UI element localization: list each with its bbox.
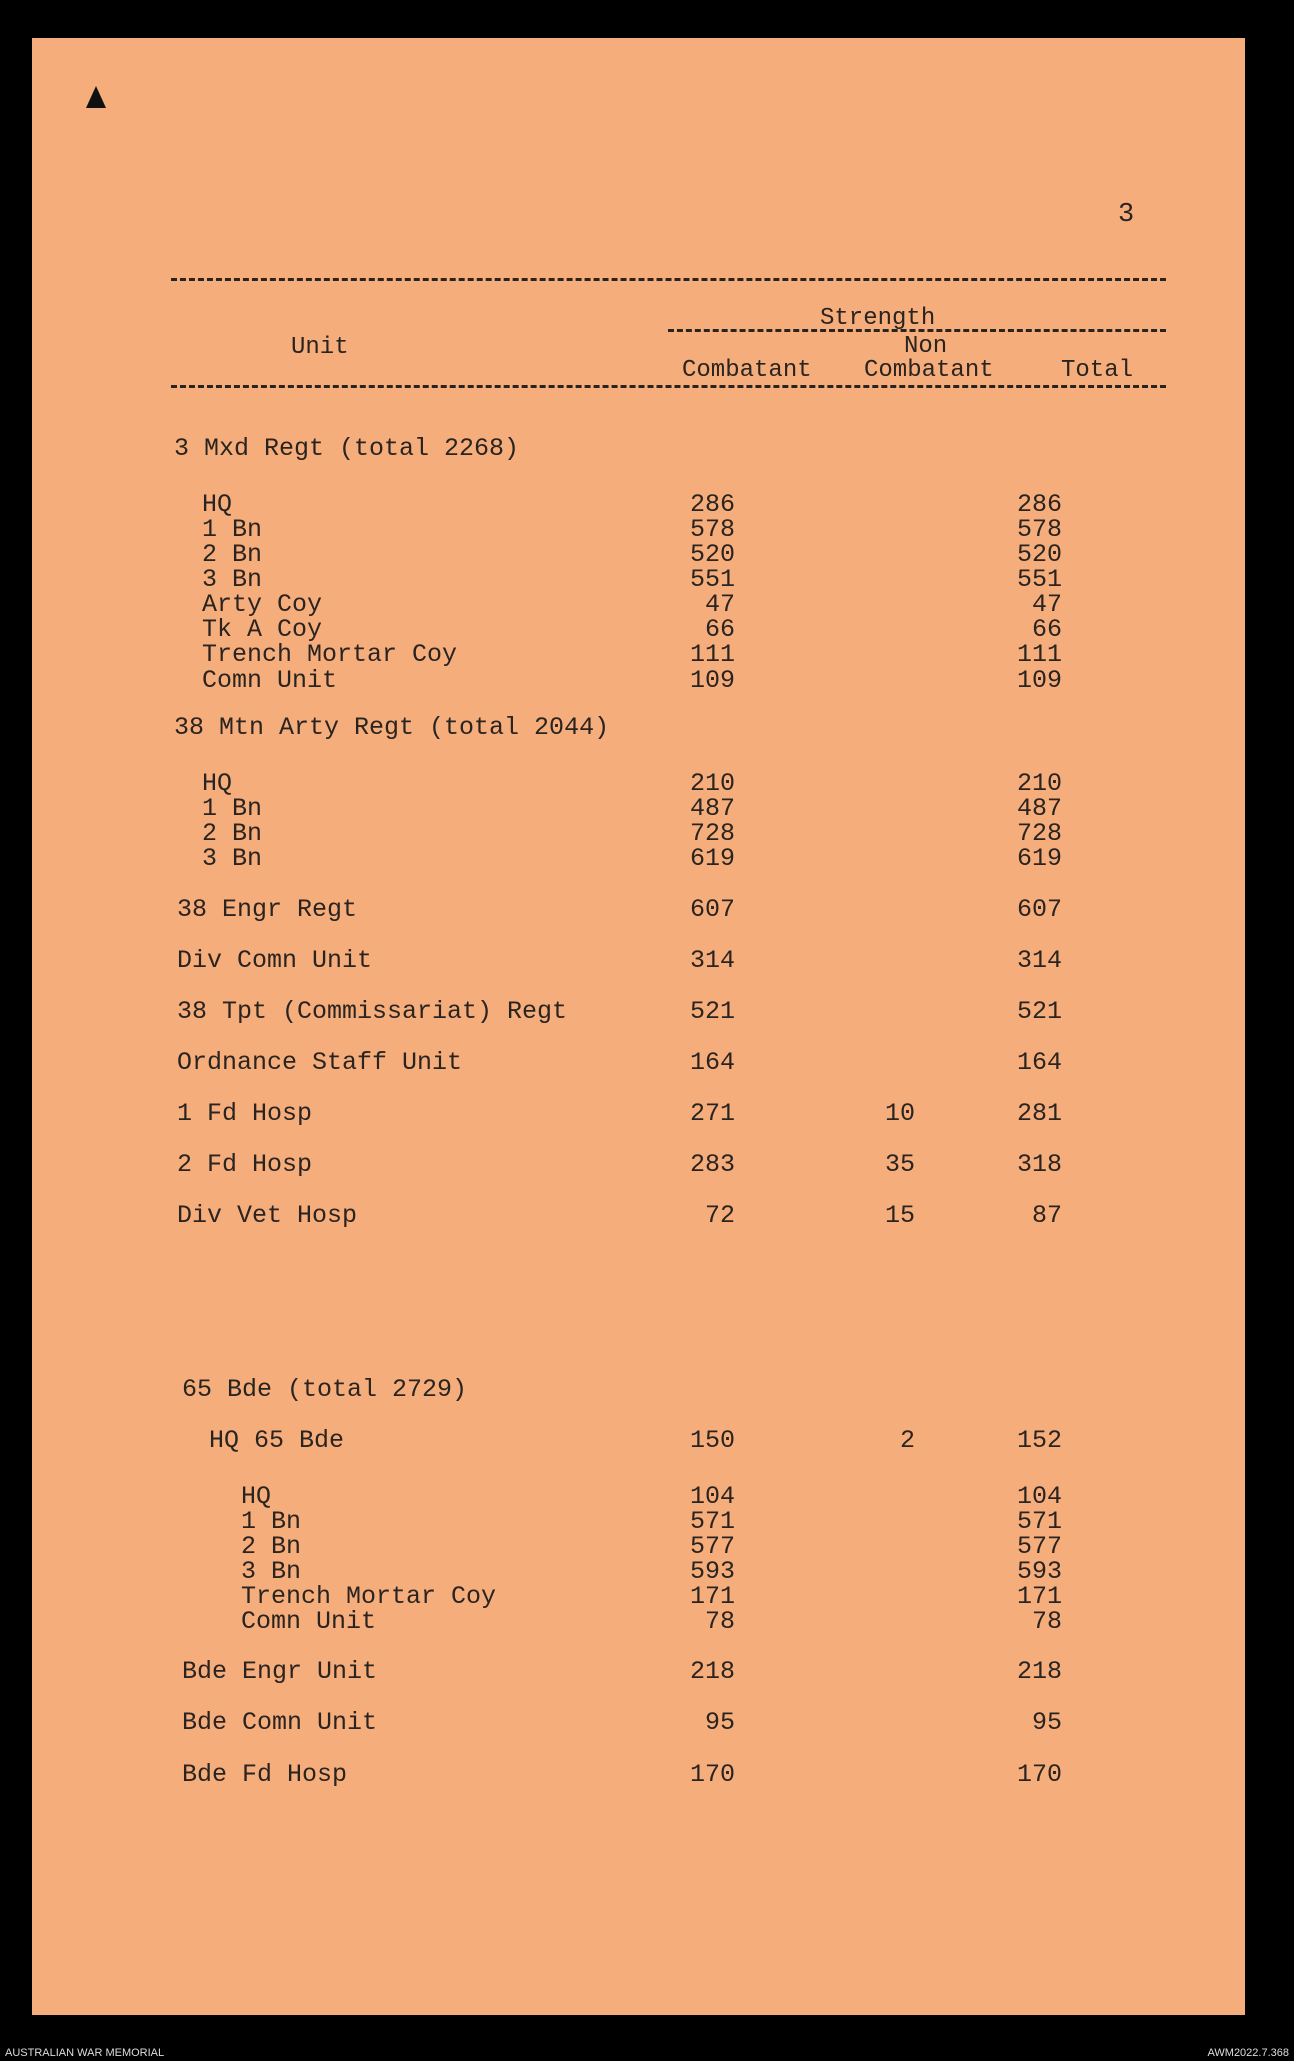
cell-combatant: 487: [689, 794, 735, 823]
cell-total: 109: [1016, 666, 1062, 695]
row-label: 1 Bn: [202, 515, 263, 544]
row-label: 65 Bde (total 2729): [182, 1375, 468, 1404]
row-label: 2 Bn: [202, 540, 263, 569]
cell-total: 104: [1016, 1482, 1062, 1511]
cell-total: 521: [1016, 997, 1062, 1026]
header-total: Total: [1061, 357, 1134, 384]
header-non-line2: Combatant: [864, 357, 994, 384]
cell-total: 577: [1016, 1532, 1062, 1561]
header-unit: Unit: [291, 334, 349, 361]
header-non-line1: Non: [904, 333, 948, 360]
cell-combatant: 66: [704, 615, 735, 644]
row-label: HQ: [202, 490, 233, 519]
cell-total: 218: [1016, 1657, 1062, 1686]
cell-total: 152: [1016, 1426, 1062, 1455]
cell-total: 87: [1031, 1201, 1062, 1230]
row-label: 3 Mxd Regt (total 2268): [174, 434, 520, 463]
cell-total: 47: [1031, 590, 1062, 619]
cell-total: 551: [1016, 565, 1062, 594]
cell-total: 520: [1016, 540, 1062, 569]
cell-total: 171: [1016, 1582, 1062, 1611]
row-label: Bde Comn Unit: [182, 1708, 378, 1737]
cell-combatant: 521: [689, 997, 735, 1026]
cell-combatant: 314: [689, 946, 735, 975]
cell-combatant: 571: [689, 1507, 735, 1536]
top-rule: [171, 278, 1166, 281]
page-number: 3: [1118, 200, 1135, 230]
cell-total: 164: [1016, 1048, 1062, 1077]
cell-total: 170: [1016, 1760, 1062, 1789]
header-strength: Strength: [820, 305, 936, 332]
row-label: Arty Coy: [202, 590, 323, 619]
cell-total: 95: [1031, 1708, 1062, 1737]
cell-total: 111: [1016, 640, 1062, 669]
row-label: 2 Bn: [241, 1532, 302, 1561]
cell-total: 593: [1016, 1557, 1062, 1586]
cell-combatant: 619: [689, 844, 735, 873]
row-label: 38 Engr Regt: [177, 895, 358, 924]
cell-combatant: 109: [689, 666, 735, 695]
row-label: 38 Tpt (Commissariat) Regt: [177, 997, 568, 1026]
cell-combatant: 551: [689, 565, 735, 594]
cell-combatant: 164: [689, 1048, 735, 1077]
cell-combatant: 95: [704, 1708, 735, 1737]
cell-combatant: 607: [689, 895, 735, 924]
cell-combatant: 111: [689, 640, 735, 669]
cell-total: 78: [1031, 1607, 1062, 1636]
row-label: Comn Unit: [202, 666, 338, 695]
cell-combatant: 283: [689, 1150, 735, 1179]
header-combatant: Combatant: [682, 357, 812, 384]
cell-total: 607: [1016, 895, 1062, 924]
cell-non-combatant: 35: [884, 1150, 915, 1179]
row-label: Bde Engr Unit: [182, 1657, 378, 1686]
row-label: Comn Unit: [241, 1607, 377, 1636]
cell-combatant: 47: [704, 590, 735, 619]
cell-total: 286: [1016, 490, 1062, 519]
cell-non-combatant: 15: [884, 1201, 915, 1230]
row-label: Trench Mortar Coy: [202, 640, 458, 669]
cell-combatant: 170: [689, 1760, 735, 1789]
strength-rule: [668, 329, 1166, 332]
header-rule: [171, 385, 1166, 388]
cell-total: 487: [1016, 794, 1062, 823]
cell-combatant: 577: [689, 1532, 735, 1561]
row-label: 3 Bn: [202, 844, 263, 873]
row-label: 3 Bn: [241, 1557, 302, 1586]
cell-total: 318: [1016, 1150, 1062, 1179]
row-label: 3 Bn: [202, 565, 263, 594]
row-label: Tk A Coy: [202, 615, 323, 644]
row-label: 38 Mtn Arty Regt (total 2044): [174, 713, 610, 742]
row-label: Ordnance Staff Unit: [177, 1048, 463, 1077]
cell-total: 571: [1016, 1507, 1062, 1536]
cell-total: 210: [1016, 769, 1062, 798]
cell-combatant: 286: [689, 490, 735, 519]
ink-mark: [86, 86, 106, 108]
cell-combatant: 520: [689, 540, 735, 569]
cell-combatant: 171: [689, 1582, 735, 1611]
cell-total: 728: [1016, 819, 1062, 848]
cell-combatant: 728: [689, 819, 735, 848]
row-label: HQ 65 Bde: [209, 1426, 345, 1455]
cell-combatant: 78: [704, 1607, 735, 1636]
row-label: 2 Fd Hosp: [177, 1150, 313, 1179]
cell-total: 66: [1031, 615, 1062, 644]
cell-non-combatant: 10: [884, 1099, 915, 1128]
row-label: Trench Mortar Coy: [241, 1582, 497, 1611]
cell-total: 619: [1016, 844, 1062, 873]
row-label: HQ: [241, 1482, 272, 1511]
row-label: 1 Fd Hosp: [177, 1099, 313, 1128]
cell-combatant: 578: [689, 515, 735, 544]
row-label: Bde Fd Hosp: [182, 1760, 348, 1789]
cell-total: 281: [1016, 1099, 1062, 1128]
footer-left: AUSTRALIAN WAR MEMORIAL: [5, 2047, 165, 2059]
cell-combatant: 593: [689, 1557, 735, 1586]
row-label: 1 Bn: [241, 1507, 302, 1536]
row-label: HQ: [202, 769, 233, 798]
cell-non-combatant: 2: [899, 1426, 915, 1455]
cell-combatant: 104: [689, 1482, 735, 1511]
row-label: 1 Bn: [202, 794, 263, 823]
row-label: Div Comn Unit: [177, 946, 373, 975]
cell-combatant: 210: [689, 769, 735, 798]
cell-total: 578: [1016, 515, 1062, 544]
cell-total: 314: [1016, 946, 1062, 975]
row-label: Div Vet Hosp: [177, 1201, 358, 1230]
footer-right: AWM2022.7.368: [1207, 2047, 1289, 2059]
row-label: 2 Bn: [202, 819, 263, 848]
cell-combatant: 150: [689, 1426, 735, 1455]
cell-combatant: 218: [689, 1657, 735, 1686]
cell-combatant: 271: [689, 1099, 735, 1128]
cell-combatant: 72: [704, 1201, 735, 1230]
